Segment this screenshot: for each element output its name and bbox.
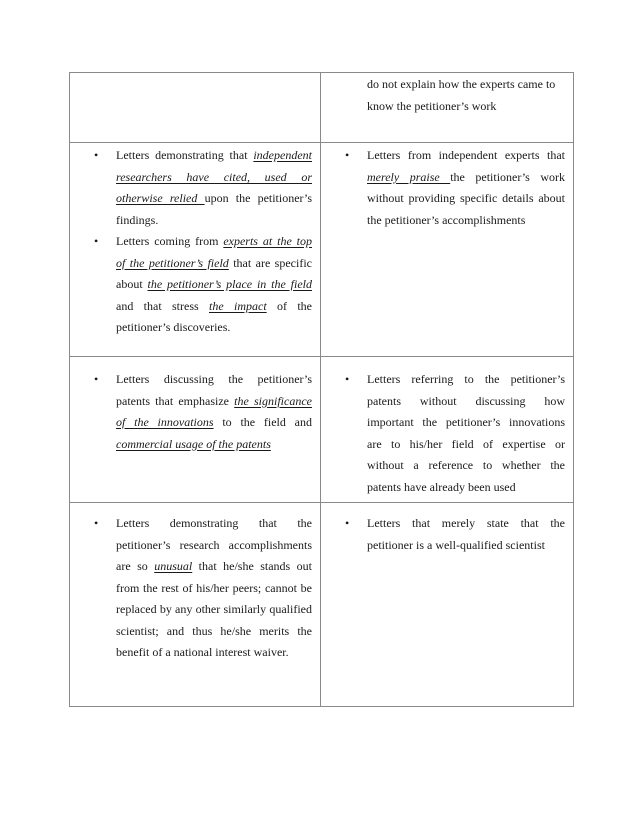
row2-right-list	[329, 145, 565, 231]
bullet-icon: •	[94, 516, 99, 530]
row3-left-cell	[70, 357, 321, 503]
text-run: Letters that merely state that the petitioner is a well-qualified scientist	[367, 516, 565, 552]
text-run: to the field and	[213, 415, 312, 429]
emphasized-phrase: merely praise	[367, 169, 451, 184]
comparison-table	[69, 72, 574, 707]
text-run: of the petitioner’s discoveries.	[116, 298, 312, 334]
text-run: the petitioner’s work without providing specific details about the petitioner’s accomplishments	[367, 169, 565, 227]
row3-right-cell	[321, 357, 574, 503]
row1-right-text: do not explain how the experts came to know the petitioner’s work	[367, 77, 556, 113]
emphasized-phrase: experts at the top of the petitioner’s field	[116, 234, 312, 270]
text-run: Letters coming from	[116, 234, 224, 248]
list-item	[78, 513, 312, 664]
row4-left-list	[78, 513, 312, 664]
emphasized-phrase: independent researchers have cited, used or otherwise relied	[116, 148, 312, 205]
list-item	[329, 369, 565, 498]
text-run: upon the petitioner’s findings.	[116, 191, 312, 227]
emphasized-phrase: unusual	[154, 559, 193, 573]
bullet-icon: •	[94, 148, 99, 162]
row4-right-list	[329, 513, 565, 556]
bullet-icon: •	[94, 234, 99, 248]
row1-right-cell	[321, 73, 574, 143]
text-run: Letters referring to the petitioner’s patents without discussing how important the petitioner’s innovations are to his/her field of expertise or without a reference to whether the patents have already been used	[367, 372, 565, 494]
bullet-icon: •	[94, 372, 99, 386]
row2-left-list	[78, 145, 312, 339]
list-item	[78, 369, 312, 455]
emphasized-phrase: the significance of the innovations	[116, 393, 312, 429]
table-row-4	[70, 503, 574, 707]
text-run: Letters demonstrating that the petitioner’s research accomplishments are so	[116, 516, 312, 573]
row2-left-cell	[70, 143, 321, 357]
bullet-icon: •	[345, 516, 350, 530]
row3-left-list	[78, 369, 312, 455]
table-row-2	[70, 143, 574, 357]
text-run: that he/she stands out from the rest of his/her peers; cannot be replaced by any other similarly qualified scientist; and thus he/she merits the benefit of a national interest waiver.	[116, 559, 312, 659]
emphasized-phrase: the impact	[209, 298, 267, 313]
text-run: and that stress	[116, 298, 209, 313]
row4-right-cell	[321, 503, 574, 707]
bullet-icon: •	[345, 148, 350, 162]
text-run: Letters demonstrating that	[116, 148, 254, 162]
row4-left-cell	[70, 503, 321, 707]
list-item	[329, 513, 565, 556]
bullet-icon: •	[345, 372, 350, 386]
list-item	[78, 145, 312, 231]
emphasized-phrase: the petitioner’s place in the field	[147, 277, 312, 291]
row2-right-cell	[321, 143, 574, 357]
text-run: that are specific about	[116, 255, 312, 291]
table-row-1	[70, 73, 574, 143]
list-item	[78, 231, 312, 339]
emphasized-phrase: commercial usage of the patents	[116, 436, 271, 451]
table-row-3	[70, 357, 574, 503]
text-run: Letters from independent experts that	[367, 148, 565, 162]
row3-right-list	[329, 369, 565, 498]
row1-left-cell	[70, 73, 321, 143]
text-run: Letters discussing the petitioner’s patents that emphasize	[116, 372, 312, 408]
list-item	[329, 145, 565, 231]
